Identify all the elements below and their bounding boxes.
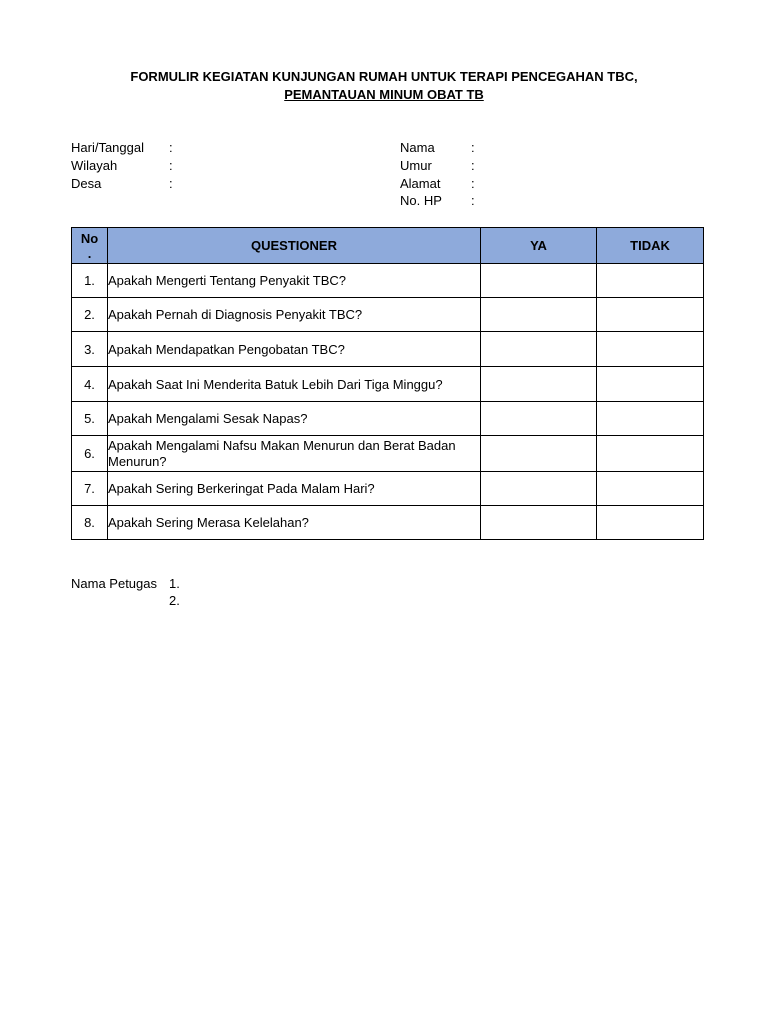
table-row: [72, 436, 704, 472]
form-subtitle: PEMANTAUAN MINUM OBAT TB: [284, 87, 484, 102]
row-number: 5.: [72, 402, 108, 436]
field-alamat: [400, 175, 490, 192]
field-label: Desa: [71, 176, 102, 191]
row-question: Apakah Mengerti Tentang Penyakit TBC?: [108, 264, 481, 298]
table-row: [72, 506, 704, 540]
row-question: Apakah Mengalami Nafsu Makan Menurun dan Berat Badan Menurun?: [108, 436, 481, 472]
tidak-cell[interactable]: [597, 506, 704, 540]
row-number: 8.: [72, 506, 108, 540]
table-row: [72, 367, 704, 402]
field-wilayah: [71, 157, 191, 174]
field-label: Nama: [400, 140, 435, 155]
table-row: [72, 332, 704, 367]
field-umur: [400, 157, 490, 174]
header-no-text: No .: [80, 230, 99, 261]
ya-cell[interactable]: [481, 472, 597, 506]
ya-cell[interactable]: [481, 367, 597, 402]
field-colon: :: [471, 176, 475, 191]
field-colon: :: [471, 140, 475, 155]
field-label: Umur: [400, 158, 432, 173]
field-label: Wilayah: [71, 158, 118, 173]
field-desa: [71, 175, 191, 192]
tidak-cell[interactable]: [597, 436, 704, 472]
field-colon: :: [471, 193, 475, 208]
form-title: FORMULIR KEGIATAN KUNJUNGAN RUMAH UNTUK TERAPI PENCEGAHAN TBC,: [130, 69, 638, 84]
field-label: Hari/Tanggal: [71, 140, 144, 155]
table-row: [72, 298, 704, 332]
header-questioner: QUESTIONER: [108, 228, 481, 264]
field-colon: :: [169, 140, 173, 155]
field-label: Alamat: [400, 176, 441, 191]
tidak-cell[interactable]: [597, 367, 704, 402]
table-header-row: [72, 228, 704, 264]
tidak-cell[interactable]: [597, 264, 704, 298]
field-colon: :: [471, 158, 475, 173]
tidak-cell[interactable]: [597, 298, 704, 332]
row-number: 2.: [72, 298, 108, 332]
field-colon: :: [169, 158, 173, 173]
field-hari-tanggal: [71, 139, 191, 156]
row-number: 4.: [72, 367, 108, 402]
header-no: [72, 228, 108, 264]
row-question: Apakah Sering Berkeringat Pada Malam Hari?: [108, 472, 481, 506]
row-question: Apakah Saat Ini Menderita Batuk Lebih Dari Tiga Minggu?: [108, 367, 481, 402]
row-number: 7.: [72, 472, 108, 506]
tidak-cell[interactable]: [597, 332, 704, 367]
tidak-cell[interactable]: [597, 402, 704, 436]
header-tidak: TIDAK: [597, 228, 704, 264]
table-row: [72, 402, 704, 436]
petugas-item-2: 2.: [169, 593, 180, 608]
ya-cell[interactable]: [481, 264, 597, 298]
row-number: 6.: [72, 436, 108, 472]
questionnaire-table: [71, 227, 704, 540]
ya-cell[interactable]: [481, 436, 597, 472]
field-label: No. HP: [400, 193, 442, 208]
row-number: 1.: [72, 264, 108, 298]
table-row: [72, 472, 704, 506]
row-number: 3.: [72, 332, 108, 367]
row-question: Apakah Sering Merasa Kelelahan?: [108, 506, 481, 540]
row-question: Apakah Pernah di Diagnosis Penyakit TBC?: [108, 298, 481, 332]
table-row: [72, 264, 704, 298]
field-nama: [400, 139, 490, 156]
row-question: Apakah Mendapatkan Pengobatan TBC?: [108, 332, 481, 367]
tidak-cell[interactable]: [597, 472, 704, 506]
field-colon: :: [169, 176, 173, 191]
ya-cell[interactable]: [481, 298, 597, 332]
row-question: Apakah Mengalami Sesak Napas?: [108, 402, 481, 436]
petugas-label: Nama Petugas: [71, 576, 157, 591]
ya-cell[interactable]: [481, 332, 597, 367]
field-no-hp: [400, 192, 490, 209]
petugas-item-1: 1.: [169, 576, 180, 591]
ya-cell[interactable]: [481, 506, 597, 540]
header-ya: YA: [481, 228, 597, 264]
ya-cell[interactable]: [481, 402, 597, 436]
